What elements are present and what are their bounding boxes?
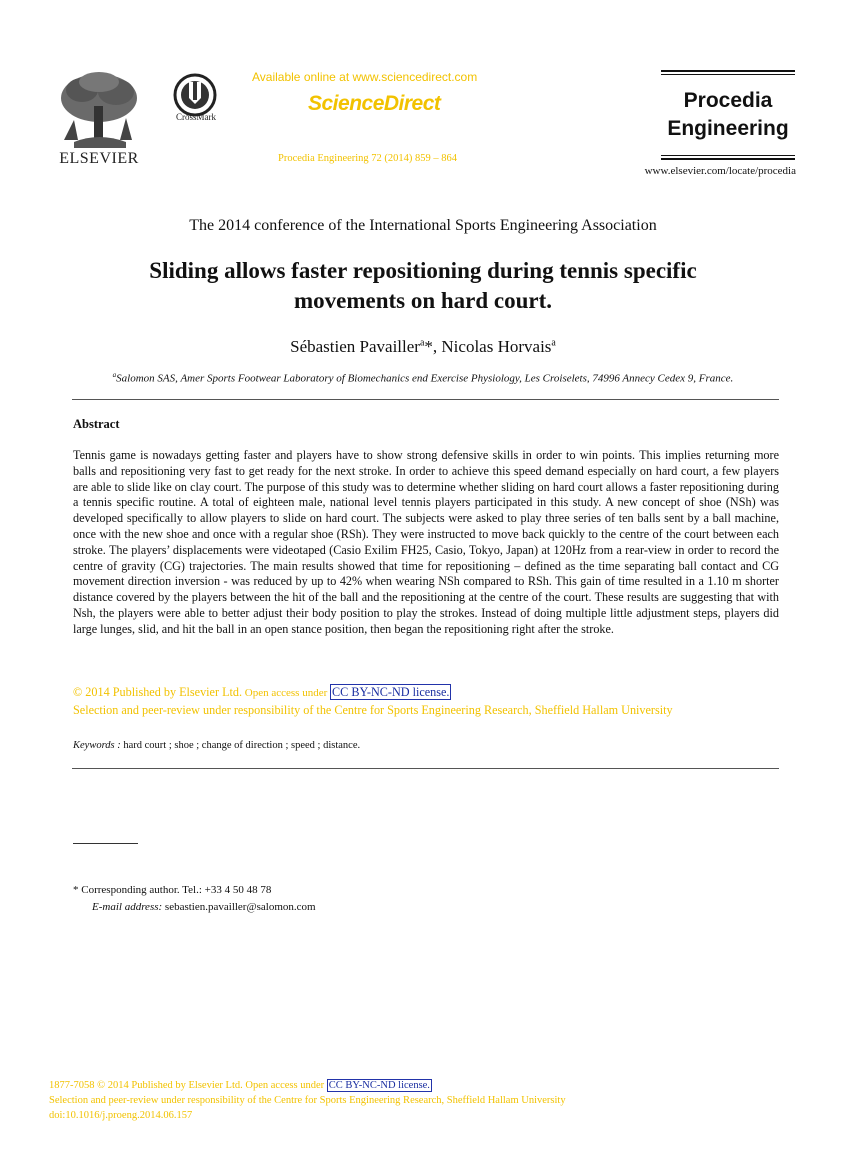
email-label: E-mail address: <box>92 901 163 913</box>
author-name: Sébastien Pavailler <box>290 337 420 356</box>
author-affiliation-mark: a <box>419 337 425 349</box>
abstract-heading: Abstract <box>73 417 120 431</box>
paper-title-line2: movements on hard court. <box>293 288 553 313</box>
keywords-value: hard court ; shoe ; change of direction ; speed ; distance. <box>123 740 361 751</box>
footnote-rule <box>73 843 138 844</box>
conference-name: The 2014 conference of the International Sports Engineering Association <box>189 217 657 234</box>
author-affiliation-mark: a <box>551 337 556 349</box>
crossmark-label: CrossMark <box>176 112 216 122</box>
keywords-label: Keywords : <box>73 740 124 751</box>
peer-review-text: Selection and peer-review under responsibility of the Centre for Sports Engineering Research, Sheffield Hallam University <box>73 703 673 717</box>
affiliation <box>60 371 786 385</box>
author-name: Nicolas Horvais <box>441 337 552 356</box>
author-list <box>0 337 846 357</box>
footer-peer-review: Selection and peer-review under responsibility of the Centre for Sports Engineering Research, Sheffield Hallam University <box>49 1095 566 1106</box>
email-address: sebastien.pavailler@salomon.com <box>162 901 316 913</box>
abstract-publication-note <box>73 684 793 719</box>
footer-license-link[interactable]: CC BY-NC-ND license. <box>328 1080 430 1091</box>
corresponding-author-note: * Corresponding author. Tel.: +33 4 50 48 78 <box>73 884 272 896</box>
journal-title <box>662 87 794 143</box>
publisher-name: ELSEVIER <box>59 150 139 167</box>
affiliation-mark: a <box>112 371 117 379</box>
journal-rule <box>661 74 795 75</box>
journal-rule <box>661 158 795 160</box>
copyright-text: © 2014 Published by Elsevier Ltd. <box>73 685 243 699</box>
journal-url-link[interactable]: www.elsevier.com/locate/procedia <box>644 165 796 177</box>
keywords <box>73 740 360 751</box>
paper-title <box>90 256 756 316</box>
page-footer <box>49 1078 769 1123</box>
affiliation-text: Salomon SAS, Amer Sports Footwear Laboratory of Biomechanics end Exercise Physiology, Les Croiselets, 74996 Annecy Cedex 9, France. <box>116 372 734 385</box>
license-link[interactable]: CC BY-NC-ND license. <box>332 685 450 699</box>
journal-reference: Procedia Engineering 72 (2014) 859 – 864 <box>278 153 458 164</box>
open-access-text: Open access under <box>242 687 331 699</box>
sciencedirect-logo: ScienceDirect <box>308 92 441 115</box>
abstract-body: Tennis game is nowadays getting faster and players have to show strong defensive skills in order to win points. This implies returning more balls and repositioning very fast to get ready for the next stroke. In order to achieve this speed demand especially on hard court, a few players are able to slide like on clay court. The purpose of this study was to determine whether sliding on hard court allows a faster repositioning during a tennis specific routine. A total of eighteen male, national level tennis players participated in this study. A new concept of shoe (NSh) was developed specifically to allow players to slide on hard court. The subjects were asked to play three series of ten balls sent by a ball machine, once with the new shoe and once with a regular shoe (RSh). They were instructed to move back quickly to the centre of the court between each stroke. The players’ displacements were videotaped (Casio Exilim FH25, Casio, Tokyo, Japan) at 120Hz from a rear-view in order to record the centre of gravity (CG) trajectories. The main results showed that time for repositioning – defined as the time separating ball contact and CG movement direction inversion - was reduced by up to 42% when wearing NSh compared to RSh. This gain of time resulted in a 1.10 m shorter distance covered by the players between the hit of the ball and the repositioning at the centre of the court. These results are suggesting that with Nsh, the players were able to better adjust their body position to play the strokes. Instead of doing multiple little adjustment steps, players did large lunges, slid, and hit the ball in an open stance position, then began the repositioning right after the stroke. <box>73 448 779 636</box>
footer-open-access: Open access under <box>242 1080 327 1091</box>
available-online-text: Available online at www.sciencedirect.com <box>252 70 478 84</box>
issn-text: 1877-7058 © 2014 Published by Elsevier Ltd. <box>49 1080 243 1091</box>
corresponding-mark: *, <box>424 337 442 356</box>
journal-title-line1: Procedia <box>683 89 773 112</box>
journal-rule <box>661 70 795 72</box>
divider <box>72 399 779 400</box>
journal-title-line2: Engineering <box>667 117 789 140</box>
divider <box>72 768 779 769</box>
email-note <box>92 901 316 913</box>
journal-rule <box>661 155 795 156</box>
doi-link[interactable]: doi:10.1016/j.proeng.2014.06.157 <box>49 1110 193 1121</box>
paper-title-line1: Sliding allows faster repositioning during tennis specific <box>149 258 697 283</box>
